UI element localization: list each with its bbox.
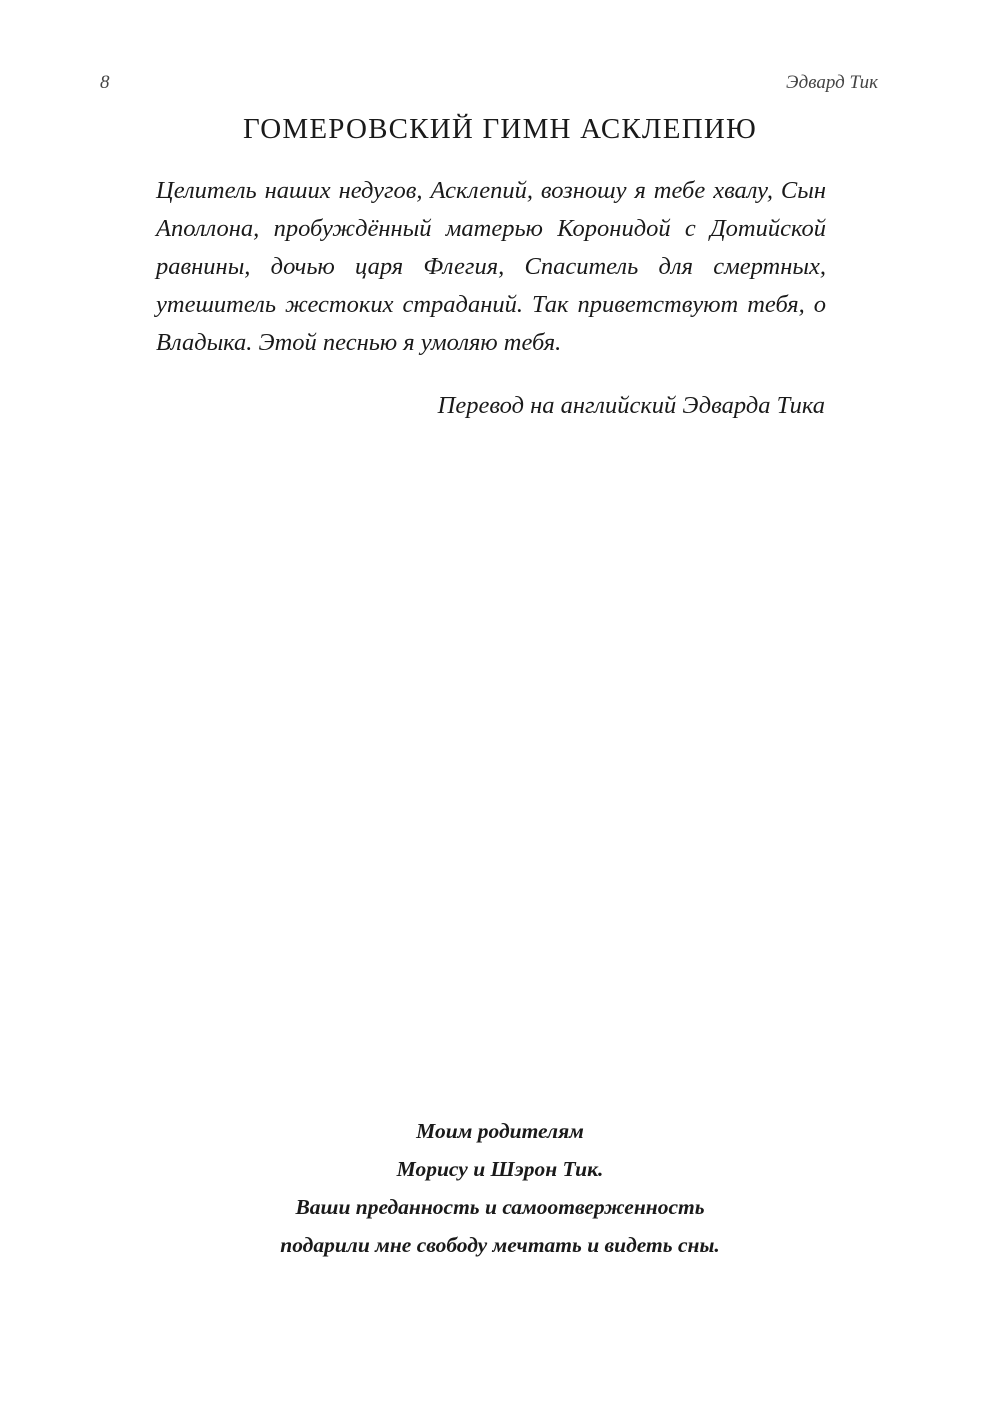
dedication-line: подарили мне свободу мечтать и видеть сны. bbox=[280, 1233, 720, 1257]
dedication-line: Ваши преданность и самоотверженность bbox=[295, 1195, 705, 1219]
dedication-line: Морису и Шэрон Тик. bbox=[396, 1157, 604, 1181]
dedication-line: Моим родителям bbox=[416, 1119, 584, 1143]
running-head: Эдвард Тик bbox=[785, 72, 878, 93]
page-number: 8 bbox=[100, 72, 110, 93]
translation-credit: Перевод на английский Эдварда Тика bbox=[437, 392, 825, 419]
hymn-text: Целитель наших недугов, Асклепий, возношу я тебе хвалу, Сын Аполлона, пробуждённый матерью Коронидой с Дотийской равнины, дочью царя Флегия, Спаситель для смертных, утешитель жестоких страданий. Так приветствуют тебя, о Владыка. Этой песнью я умоляю тебя. bbox=[156, 177, 826, 356]
hymn-title: ГОМЕРОВСКИЙ ГИМН АСКЛЕПИЮ bbox=[242, 113, 758, 145]
dedication bbox=[0, 1112, 1000, 1264]
